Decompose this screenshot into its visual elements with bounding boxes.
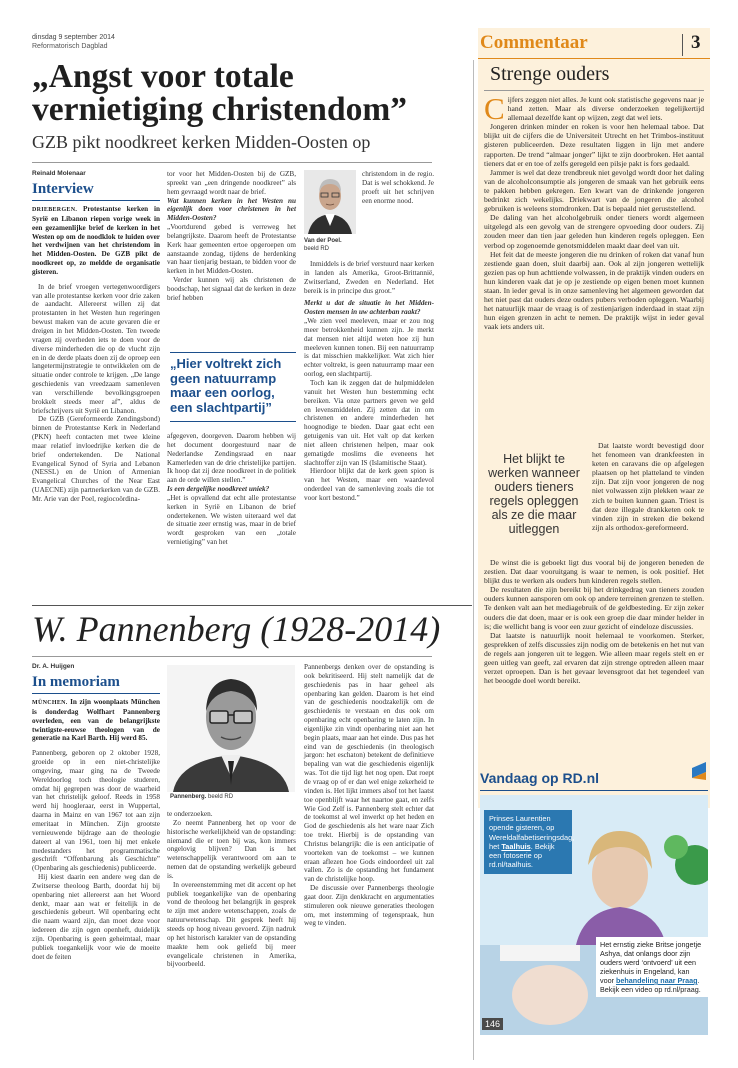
rd-logo-icon: [690, 760, 708, 782]
commentary-body-3: [484, 558, 704, 685]
promo-title[interactable]: Vandaag op RD.nl: [480, 770, 600, 786]
commentary-pullquote: Het blijkt te werken wanneer ouders tieners regels opleggen als ze die maar uitleggen: [488, 452, 580, 536]
pannenberg-caption: [170, 794, 233, 800]
main-col3-c1: „We zien veel meeleven, maar er zou nog meer betrokkenheid kunnen zijn. Je merkt dat mensen niet altijd weten hoe zij hun meeleven kunnen tonen. Bij een natuurramp is dat misschien makkelijker. Wat zich hier echter voltrekt, is geen natuurramp maar een oorlog, een slachtpartij.: [304, 317, 434, 379]
obit-col2-p1: Zo neemt Pannenberg het op voor de historische werkelijkheid van de opstanding: niemand die er toen bij was, kon immers ongelovig blijven? Dan is het wetenschappelijk verantwoord om aan te nemen dat de opstanding werkelijk gebeurd is.: [167, 818, 296, 880]
promo-story-2-post: . Bekijk een video op rd.nl/praag.: [600, 976, 701, 994]
promo-story-2: [596, 937, 708, 997]
commentary-dropcap: C: [484, 91, 505, 126]
section-divider: [682, 34, 683, 56]
subhead-rule: [32, 162, 432, 163]
kicker-rule: [32, 200, 160, 201]
main-column-3-top: [362, 170, 434, 205]
poel-caption: [304, 238, 342, 253]
poel-caption-credit: beeld RD: [304, 245, 330, 252]
main-col2-d: „Het is opvallend dat echt alle protestantse kerken in Syrië en Libanon de brief ondertekenen. We wisten uiteraard wel dat de situatie zeer ernstig was, maar in de brief wordt gesproken van een „totale vernietiging” van het: [167, 493, 296, 547]
article-divider: [32, 605, 472, 606]
obituary-column-3: [304, 663, 434, 928]
pannenberg-caption-credit: beeld RD: [208, 794, 234, 800]
promo-rule: [480, 790, 708, 791]
column-divider: [473, 60, 474, 1060]
commentary-p6: De winst die is geboekt ligt dus vooral bij de jongeren beneden de zestien. Dat daar vooruitgang is waar te nemen, is ook positief. Het blijkt dus te werken als ouders hun kinderen regels stellen.: [484, 558, 704, 586]
main-column-2: [167, 170, 296, 303]
main-byline: Reinald Molenaar: [32, 170, 86, 177]
taalhuis-link[interactable]: Taalhuis: [501, 841, 531, 851]
main-column-3: [304, 260, 434, 503]
main-col2-b2: Verder kunnen wij als christenen de boodschap, het signaal dat de kerken in deze brief hebben: [167, 276, 296, 302]
question-2: Is een dergelijke noodkreet uniek?: [167, 485, 270, 494]
main-col1-p2: De GZB (Gereformeerde Zendingsbond) binnen de Protestantse Kerk in Nederland (PKN) heeft contacten met twee kleine maar relatief invloedrijke kerken die de brief ondertekenden. De National Evangelical Synod of Syria and Lebanon (NESSL) en de Union of Armenian Evangelical Churches of the Near East (UAECNE) zijn partnerkerken van de GZB. Mr. Arie van der Poel, regiocoördina-: [32, 415, 160, 503]
page-date: dinsdag 9 september 2014: [32, 34, 115, 41]
obituary-byline: Dr. A. Huijgen: [32, 663, 75, 670]
header-rule: [478, 58, 710, 59]
commentary-body-2: [592, 441, 704, 532]
commentary-title: Strenge ouders: [490, 63, 610, 85]
promo-story-1-pre: Prinses Laurentien opende gisteren, op Wereldalfabetiseringsdag, het: [489, 814, 575, 851]
main-pullquote: „Hier voltrekt zich geen natuurramp maar een oorlog, een slachtpartij”: [170, 352, 296, 422]
question-1: Wat kunnen kerken in het Westen nu eigenlijk doen voor christenen in het Midden-Oosten?: [167, 196, 296, 223]
paper-name: Reformatorisch Dagblad: [32, 43, 108, 50]
main-lead: Protestantse kerken in Syrië en Libanon riepen vorige week in een gezamenlijke brief de kerken in het Westen op om de noodklok te luiden over het verdwijnen van het christendom in het Midden-Oosten. De GZB pikt de noodkreet op, zo meldde de organisatie gisteren.: [32, 205, 160, 276]
obit-col3-p2: De discussie over Pannenbergs theologie gaat door. Zijn denkkracht en argumentaties stimuleren ook nieuwe generaties theologen om, met instemming of tegenspraak, hun weg te vinden.: [304, 884, 434, 928]
commentary-p5: Dat laatste wordt bevestigd door het fenomeen van drankfeesten in keten en caravans die op afgelegen plaatsen op het platteland te vinden zijn. Dat zijn voor jongeren de nog niet volwassen zijn plekken waar ze zich te buiten kunnen gaan. Triest is dat deze illegale drankketen ook te vinden zijn in streken die bekend zijn als orthodox-gereformeerd.: [592, 441, 704, 532]
poel-caption-name: Van der Poel.: [304, 238, 342, 244]
pannenberg-caption-name: Pannenberg.: [170, 794, 207, 800]
obituary-headline-rule: [32, 656, 432, 657]
obituary-lead: In zijn woonplaats München is donderdag Wolfhart Pannenberg overleden, een van de belangrijkste twintigste-eeuwse theologen van de generatie na Karl Barth. Hij werd 85.: [32, 698, 161, 743]
main-kicker: Interview: [32, 181, 94, 197]
commentary-title-rule: [484, 90, 704, 91]
main-col2-c: afgegeven, doorgeven. Daarom hebben wij het document doorgestuurd naar de Nederlandse Zendingsraad en naar Kamerleden van de drie christelijke partijen. Ik hoop dat zij deze noodkreet in de politiek aan de orde willen stellen.”: [167, 432, 296, 485]
obit-col1-p1: Pannenberg, geboren op 2 oktober 1928, groeide op in een niet-christelijke omgeving, maar ging na de Tweede Wereldoorlog toch theologie studeren, omdat hij gegrepen was door de waarheid van het christelijk geloof. Reeds in 1958 werd hij hoogleraar, eerst in Wuppertal, daarna in Mainz en van 1967 tot aan zijn emeritaat in München. Zijn grootste vernieuwende bijdrage aan de theologie dateert al van 1961, toen hij met enkele medestanders het programmatische geschrift “Offenbarung als Geschichte” (Openbaring als geschiedenis) publiceerde.: [32, 749, 160, 873]
main-column-2b: [167, 432, 296, 547]
main-col3-a: christendom in de regio. Dat is wel schokkend. Je proeft uit het schrijven een enorme nood.: [362, 170, 434, 205]
van-der-poel-photo: [304, 170, 356, 234]
obit-col1-p2: Hij kiest daarin een andere weg dan de Zwitserse theoloog Barth, doordat hij bij openbaring niet allereerst aan het Woord denkt, maar aan wat er feitelijk in de geschiedenis gebeurt. Wil openbaring echt die naam waard zijn, dan moet deze voor iedereen die zijn ogen openheft, duidelijk zijn. Openbaring is geen geheimtaal, maar publiek toegankelijk voor wie de moeite doet de feiten: [32, 873, 160, 961]
obituary-kicker: In memoriam: [32, 674, 120, 690]
promo-story-1-post: . Bekijk een fotoserie op rd.nl/taalhuis.: [489, 841, 555, 870]
main-col1-p1: In de brief vroegen vertegenwoordigers van alle protestantse kerken voor drie zaken de aandacht. Allereerst willen zij dat protestanten in het Westen hun regeringen bewust maken van de acute gevaren die er dreigen in het Midden-Oosten. Ten tweede vragen zij overheden iets te doen voor de diverse minderheden die op de vlucht zijn en in de derde plaats doen zij de oproep een langetermijnstrategie te ontwikkelen om de situatie onder controle te krijgen. „De lange geschiedenis van vreedzaam samenleven van verschillende bevolkingsgroepen brokkelt steeds meer af”, aldus de briefschrijvers uit Syrië en Libanon.: [32, 282, 160, 415]
lead-place: DRIEBERGEN.: [32, 207, 78, 213]
commentary-p1: Jongeren drinken minder en roken is voor hen helemaal taboe. Dat blijkt uit de cijfers die de Universiteit Utrecht en het Trimbos-instituut gisteren publiceerden. Deze resultaten liggen in lijn met andere rapporten. De trend “almaar jonger” lijkt te zijn doorbroken. Het aantal tieners dat er en toe of zelfs geregeld een pilsje pakt is fors gedaald.: [484, 122, 704, 168]
main-col3-c3: Hierdoor blijkt dat de kerk geen spion is van het Westen, maar een waardevol onderdeel van de samenleving zoals die tot voor kort bestond.”: [304, 467, 434, 502]
obit-col2-p2: In overeenstemming met dit accent op het publiek toegankelijke van de openbaring vond de theoloog het belangrijk in gesprek te zijn met andere wetenschappen, zoals de natuurwetenschap. Dit gesprek heeft hij steeds op hoog niveau gevoerd. Zijn nadruk op het historisch karakter van de opstanding maakte hem ook geliefd bij meer evangelicale christenen in Amerika, bijvoorbeeld.: [167, 880, 296, 969]
commentary-p7: De resultaten die zijn bereikt bij het drinkgedrag van tieners zouden ouders kunnen aansporen om ook op andere terreinen grenzen te stellen. Te denken valt aan het mediagebruik of de geldbesteding. Er zijn zeker ouders die dat doen, maar er is ook een groep die daar minder helder in is; die wellicht bang is voor een zuur gezicht of eindeloze discussies.: [484, 585, 704, 631]
commentary-p3: De daling van het alcoholgebruik onder tieners wordt algemeen uitgelegd als een gevolg van de strengere opvoeding door ouders. Zij zouden meer dan tien jaar geleden hun kinderen regels opleggen. Een verbod op zogenoemde genotsmiddelen maakt daar deel van uit.: [484, 213, 704, 250]
main-col3-c2: Toch kan ik zeggen dat de hulpmiddelen vanuit het Westen hun bestemming echt bereiken. Via onze partners geven we geld en levensmiddelen. Zij zetten dat in om christenen en andere minderheden het hoognodige te bieden. Daar gaat echt een getuigenis van uit. Het valt op dat kerken niet alleen christenen helpen, maar ook gematigde moslims die eveneens het slachtoffer zijn van IS (Islamitische Staat).: [304, 378, 434, 467]
obituary-column-2: [167, 810, 296, 969]
main-subhead: GZB pikt noodkreet kerken Midden-Oosten op: [32, 132, 371, 152]
promo-story-2-pre: Het ernstig zieke Britse jongetje Ashya, dat onlangs door zijn ouders werd ‘ontvoerd’ uit een ziekenhuis in Engeland, kan voor: [600, 940, 702, 985]
page-number: 3: [691, 32, 701, 53]
obit-lead-place: MÜNCHEN.: [32, 700, 68, 706]
commentary-p8: Dat laatste is natuurlijk nooit helemaal te voorkomen. Sterker, gesprekken of zelfs discussies zijn nodig om de betekenis en het nut van de regels aan jongeren uit te leggen. Wie alleen maar regels stelt en er geen uitleg van geeft, zal ervaren dat zijn strenge optreden alleen maar verzet oproepen. Dan is het gevaar levensgroot dat het tegendeel van het beoogde doel wordt bereikt.: [484, 630, 704, 686]
commentary-p4: Het feit dat de meeste jongeren die nu drinken of roken dat vanaf hun zestiende gaan doen, sluit daarbij aan. Ook al zijn jongeren wettelijk gezien pas op hun achttiende volwassen, in de praktijk vinden ouders en hun kinderen vaak dat je op je zestiende op eigen benen moet kunnen staan. In ieder geval is in onze samenleving het algemeen geworden dat het niet past dat ouders deze ouders pubers verboden opleggen. Waarbij het natuurlijk maar de vraag is of zestienjarigen inderdaad in staat zijn hun eigen grenzen in acht te nemen. De praktijk wijst in ieder geval vaak iets anders uit.: [484, 249, 704, 332]
pannenberg-photo: [167, 665, 295, 792]
commentary-p2: Jammer is wel dat deze trendbreuk niet gevolgd wordt door het daling van de alcoholconsumptie als jongeren de smaak van het gebruik eens te pakken hebben gekregen. Een kwart van de drinkende jongeren bedrinkt zich wekelijks. Driekwart van de jongeren die alcohol gebruiken is weleens stomdronken. Dat is bepaald niet geruststellend.: [484, 167, 704, 214]
section-title: Commentaar: [480, 32, 588, 53]
obit-col2-a: te onderzoeken.: [167, 810, 213, 818]
obituary-column-1: [32, 698, 160, 961]
main-col3-b: Inmiddels is de brief verstuurd naar kerken in landen als Amerika, Groot-Brittannië, Zwitserland, Zweden en Nederland. Het bereik is in principe dus groot.”: [304, 260, 434, 295]
main-col2-a: tor voor het Midden-Oosten bij de GZB, spreekt van „een dringende noodkreet” als hem gevraagd wordt naar de brief.: [167, 170, 296, 196]
promo-badge: 146: [482, 1018, 503, 1030]
praag-link[interactable]: behandeling naar Praag: [615, 976, 698, 985]
commentary-first: ijfers zeggen niet alles. Je kunt ook statistische gegevens naar je hand zetten. Maar als diverse onderzoeken tegelijkertijd allemaal dezelfde kant op wijzen, zegt dat wel iets.: [507, 95, 704, 123]
obituary-headline: W. Pannenberg (1928-2014): [32, 609, 441, 649]
main-column-1: [32, 205, 160, 504]
promo-story-1: [484, 810, 575, 874]
main-col2-b1: „Voortdurend gebed is verreweg het belangrijkste. Daarom heeft de Protestantse Kerk haar gemeenten ertoe opgeroepen om aanstaande zondag, tijdens de herdenking van haar tienjarig bestaan, te bidden voor de kerken in het Midden-Oosten.: [167, 223, 296, 276]
main-headline: „Angst voor totale vernietiging christendom”: [32, 58, 407, 128]
obituary-kicker-rule: [32, 693, 160, 694]
obit-col3-p1: Pannenbergs denken over de opstanding is ook bekritiseerd. Hij stelt namelijk dat de geschiedenis pas in haar geheel als openbaring kan gelden. Daarom is het eind van de geschiedenis noodzakelijk om de geschiedenis te verstaan en dus ook om openbaring echt openbaring te laten zijn. In eigenlijke zin vindt openbaring niet aan het begin plaats, maar aan het einde. Dus pas het eind van de geschiedenis (in theologisch jargon: het eschaton) betekent de definitieve bepaling van wat die geschiedenis eigenlijk was. Tot die tijd ligt het nog open. Dat roept de vraag op of er dan wel enige zekerheid te vinden is. Het lijkt immers alsof tot het laatst toe openblijft waar het naartoe gaat, en zelfs Wie God Zelf is. Pannenberg stelt echter dat de toekomst al wel inwerkt op het heden en God de geschiedenis als het ware naar Zich toe trekt. Hierbij is de opstanding van Christus belangrijk: die is een anticipatie of voorteken van de toekomst – we kunnen eraan aflezen hoe Gods eindoordeel uit zal vallen. Zo is de opstanding het fundament van de christelijke hoop.: [304, 663, 434, 884]
commentary-body: [484, 91, 704, 332]
question-3: Merkt u dat de situatie in het Midden-Oosten mensen in uw achterban raakt?: [304, 299, 434, 317]
